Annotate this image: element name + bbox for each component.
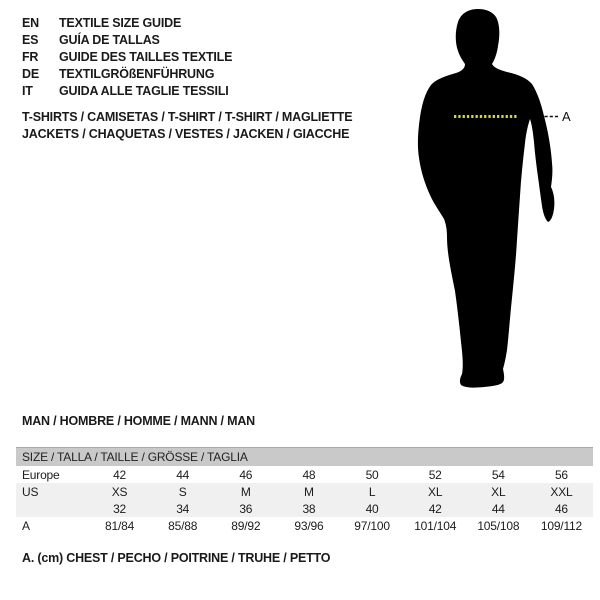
language-code: DE <box>22 67 39 81</box>
language-code: ES <box>22 33 39 47</box>
language-list <box>22 15 232 100</box>
table-cell: 38 <box>302 501 316 516</box>
table-cell: 46 <box>239 467 253 482</box>
language-label: GUIDA ALLE TAGLIE TESSILI <box>59 84 229 98</box>
language-label: TEXTILE SIZE GUIDE <box>59 16 182 30</box>
table-cell: 81/84 <box>105 518 135 533</box>
language-row-de <box>22 66 232 83</box>
table-cell: XL <box>491 484 506 499</box>
table-row-numeric <box>16 500 593 517</box>
measure-label-a: A <box>562 109 571 124</box>
size-table <box>16 447 593 534</box>
garment-line-tshirts: T-SHIRTS / CAMISETAS / T-SHIRT / T-SHIRT / MAGLIETTE <box>22 110 353 124</box>
garment-types <box>22 109 352 143</box>
table-row-chest <box>16 517 593 534</box>
table-cell: 46 <box>554 501 568 516</box>
table-cell: 97/100 <box>354 518 390 533</box>
table-cell: 52 <box>428 467 442 482</box>
table-cell: 34 <box>176 501 190 516</box>
section-title-man: MAN / HOMBRE / HOMME / MANN / MAN <box>22 414 255 428</box>
table-cell: L <box>368 484 376 499</box>
table-cell: 40 <box>365 501 379 516</box>
table-cell: 109/112 <box>540 518 582 533</box>
table-cell: 105/108 <box>477 518 520 533</box>
size-table-header: SIZE / TALLA / TAILLE / GRÖSSE / TAGLIA <box>16 448 593 467</box>
language-label: GUIDE DES TAILLES TEXTILE <box>59 50 233 64</box>
table-cell: 56 <box>554 467 568 482</box>
language-code: FR <box>22 50 39 64</box>
language-row-it <box>22 83 232 100</box>
language-label: TEXTILGRÖßENFÜHRUNG <box>59 67 215 81</box>
language-row-fr <box>22 49 232 66</box>
table-cell: 89/92 <box>231 518 261 533</box>
table-cell: 44 <box>176 467 190 482</box>
row-label: US <box>22 484 39 499</box>
row-label <box>16 500 88 517</box>
language-row-es <box>22 32 232 49</box>
table-cell: XXL <box>550 484 573 499</box>
table-cell: 85/88 <box>168 518 198 533</box>
table-row-europe <box>16 466 593 483</box>
table-cell: 54 <box>491 467 505 482</box>
man-silhouette <box>418 9 554 388</box>
table-cell: 93/96 <box>294 518 324 533</box>
language-label: GUÍA DE TALLAS <box>59 33 160 47</box>
table-cell: 101/104 <box>414 518 457 533</box>
table-cell: M <box>240 484 251 499</box>
table-cell: 42 <box>428 501 442 516</box>
table-cell: 50 <box>365 467 379 482</box>
table-cell: 44 <box>491 501 505 516</box>
language-code: IT <box>22 84 33 98</box>
row-label: A <box>22 518 30 533</box>
language-row-en <box>22 15 232 32</box>
table-cell: M <box>304 484 314 499</box>
size-table-header-row <box>16 448 593 467</box>
table-row-us <box>16 483 593 500</box>
row-label: Europe <box>22 467 60 482</box>
table-cell: S <box>178 484 187 499</box>
language-code: EN <box>22 16 39 30</box>
table-cell: 42 <box>113 467 127 482</box>
footnote-chest: A. (cm) CHEST / PECHO / POITRINE / TRUHE / PETTO <box>22 551 331 565</box>
table-cell: 36 <box>239 501 253 516</box>
table-cell: XL <box>428 484 443 499</box>
table-cell: 32 <box>113 501 127 516</box>
table-cell: XS <box>111 484 128 499</box>
table-cell: 48 <box>302 467 316 482</box>
garment-line-jackets: JACKETS / CHAQUETAS / VESTES / JACKEN / GIACCHE <box>22 127 350 141</box>
